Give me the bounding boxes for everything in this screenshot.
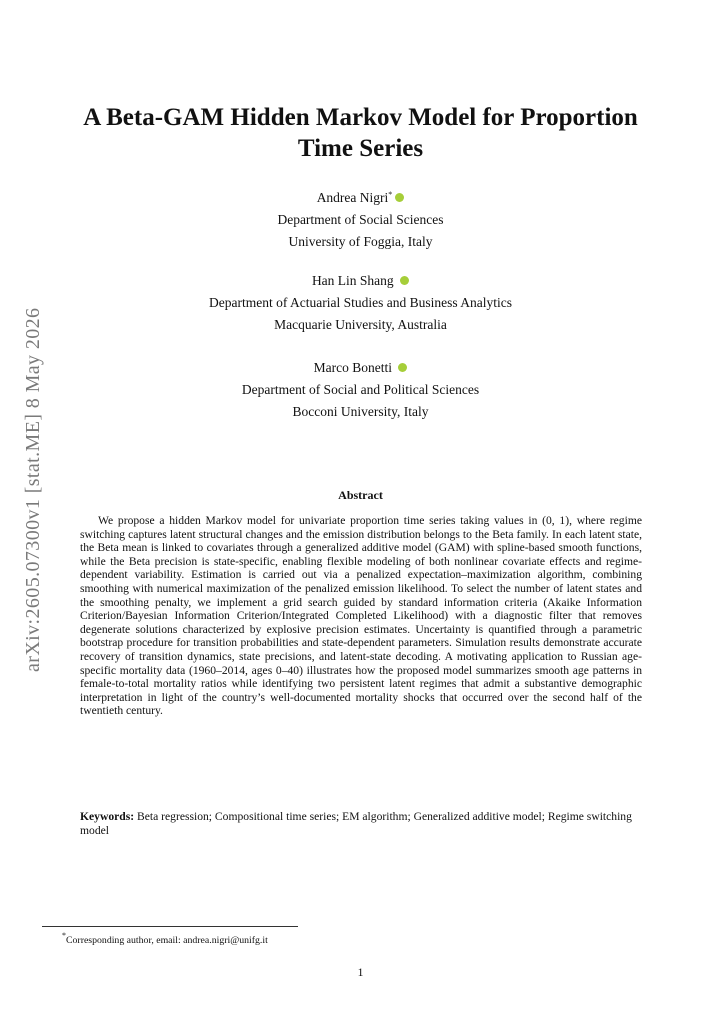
author-affiliation: Macquarie University, Australia <box>274 317 447 332</box>
corresponding-mark: * <box>388 190 393 199</box>
author-department: Department of Actuarial Studies and Business Analytics <box>209 295 512 310</box>
author-block-1 <box>60 184 661 253</box>
keywords-text: Beta regression; Compositional time series; EM algorithm; Generalized additive model; Regime switching model <box>80 810 632 837</box>
abstract-body <box>80 514 642 718</box>
keywords-label: Keywords: <box>80 810 135 823</box>
orcid-icon[interactable] <box>398 363 407 372</box>
page-number: 1 <box>357 965 364 979</box>
author-department: Department of Social and Political Sciences <box>241 382 480 397</box>
footnote <box>62 931 268 946</box>
abstract-heading: Abstract <box>338 488 383 502</box>
author-name: Andrea Nigri <box>316 190 389 205</box>
title-line-2: Time Series <box>297 135 424 162</box>
orcid-icon[interactable] <box>395 193 404 202</box>
author-block-3 <box>60 357 661 423</box>
arxiv-side-stamp: arXiv:2605.07300v1 [stat.ME] 8 May 2026 <box>22 307 44 672</box>
title-line-1: A Beta-GAM Hidden Markov Model for Proportion <box>83 104 638 131</box>
footnote-text: Corresponding author, email: andrea.nigri@unifg.it <box>66 935 268 946</box>
author-name: Marco Bonetti <box>313 360 392 375</box>
author-department: Department of Social Sciences <box>277 212 444 227</box>
keywords <box>80 810 642 837</box>
abstract-text: We propose a hidden Markov model for univariate proportion time series taking values in (0, 1), where regime switching captures latent structural changes and the emission distribution belongs to the Beta family. In each latent state, the Beta mean is linked to covariates through a generalized additive model (GAM) with spline-based smooth functions, while the Beta precision is state-specific, enabling flexible modeling of both nonlinear covariate effects and regime-dependent variability. Estimation is carried out via a penalized expectation–maximization algorithm, combining smoothing with numerical maximization of the penalized emission likelihood. To select the number of latent states and the smoothing penalty, we implement a grid search guided by standard information criteria (Akaike Information Criterion/Bayesian Information Criterion/Integrated Completed Likelihood) with a diagnostic filter that removes degenerate solutions characterized by explosive precision estimates. Uncertainty is quantified through a parametric bootstrap procedure for transition probabilities and state-dependent parameters. Simulation results demonstrate accurate recovery of transition dynamics, state precisions, and latent-state decoding. A motivating application to Russian age-specific mortality data (1960–2014, ages 0–40) illustrates how the proposed model summarizes smooth age patterns in female-to-total mortality ratios while identifying two persistent latent regimes that admit a substantive demographic interpretation in light of the country’s well-documented mortality shocks that occurred over the second half of the twentieth century. <box>80 514 642 718</box>
author-block-2 <box>60 270 661 336</box>
footnote-mark: * <box>62 931 66 940</box>
author-affiliation: University of Foggia, Italy <box>288 234 433 249</box>
author-affiliation: Bocconi University, Italy <box>292 404 429 419</box>
footnote-rule <box>42 926 298 927</box>
paper-title <box>40 102 681 164</box>
orcid-icon[interactable] <box>400 276 409 285</box>
author-name: Han Lin Shang <box>311 273 394 288</box>
